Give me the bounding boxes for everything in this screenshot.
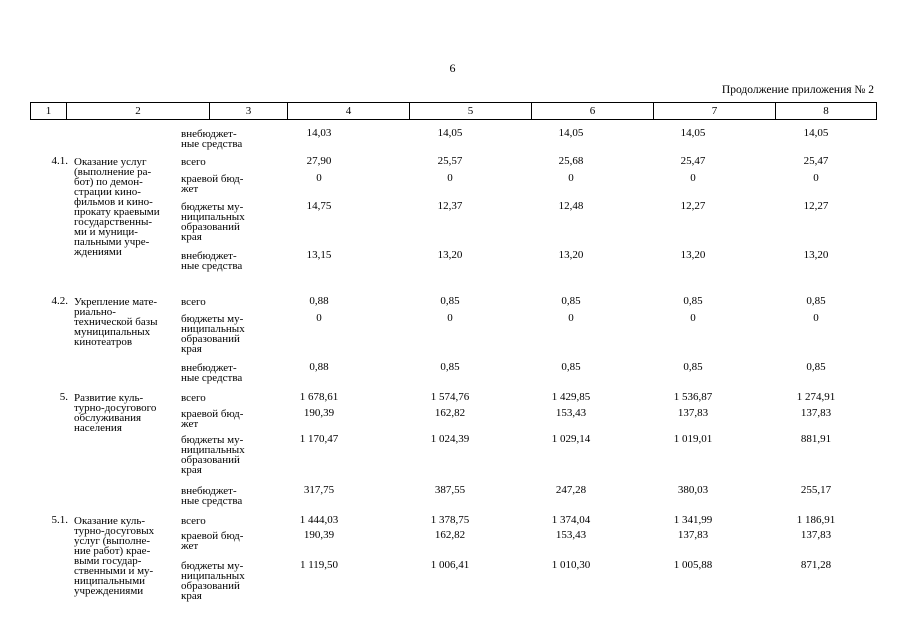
value-cell: 162,82 xyxy=(434,529,466,541)
value-cell: 13,20 xyxy=(803,249,829,261)
column-number-header xyxy=(30,102,877,120)
funding-source: бюджеты му- ниципальных образований края xyxy=(181,434,245,476)
value-cell: 255,17 xyxy=(800,484,832,496)
value-cell: 0 xyxy=(316,312,322,324)
value-cell: 1 374,04 xyxy=(551,514,591,526)
column-number: 4 xyxy=(288,103,410,120)
value-cell: 162,82 xyxy=(434,407,466,419)
value-cell: 12,27 xyxy=(803,200,829,212)
value-cell: 1 429,85 xyxy=(551,391,591,403)
value-cell: 1 574,76 xyxy=(430,391,470,403)
value-cell: 0,88 xyxy=(309,295,329,307)
value-cell: 14,05 xyxy=(437,127,463,139)
value-cell: 0,85 xyxy=(440,295,460,307)
value-cell: 153,43 xyxy=(555,529,587,541)
value-cell: 0 xyxy=(316,172,322,184)
value-cell: 0 xyxy=(568,312,574,324)
row-title: Развитие куль- турно-досугового обслуживания населения xyxy=(74,392,157,434)
column-number: 5 xyxy=(410,103,532,120)
funding-source: всего xyxy=(181,515,206,527)
funding-source: бюджеты му- ниципальных образований края xyxy=(181,313,245,355)
value-cell: 0 xyxy=(813,312,819,324)
value-cell: 1 536,87 xyxy=(673,391,713,403)
value-cell: 190,39 xyxy=(303,407,335,419)
row-number: 5. xyxy=(59,391,68,403)
value-cell: 1 170,47 xyxy=(299,433,339,445)
column-number: 1 xyxy=(31,103,67,120)
value-cell: 27,90 xyxy=(306,155,332,167)
value-cell: 25,47 xyxy=(680,155,706,167)
value-cell: 12,48 xyxy=(558,200,584,212)
value-cell: 14,05 xyxy=(558,127,584,139)
value-cell: 0,85 xyxy=(806,295,826,307)
value-cell: 380,03 xyxy=(677,484,709,496)
value-cell: 1 005,88 xyxy=(673,559,713,571)
value-cell: 1 024,39 xyxy=(430,433,470,445)
value-cell: 1 274,91 xyxy=(796,391,836,403)
value-cell: 13,20 xyxy=(558,249,584,261)
value-cell: 137,83 xyxy=(677,407,709,419)
funding-source: краевой бюд- жет xyxy=(181,530,244,552)
value-cell: 0 xyxy=(690,172,696,184)
column-number: 6 xyxy=(532,103,654,120)
row-number: 5.1. xyxy=(51,514,68,526)
page-number: 6 xyxy=(449,61,456,75)
value-cell: 14,75 xyxy=(306,200,332,212)
funding-source: внебюджет- ные средства xyxy=(181,128,243,150)
value-cell: 1 678,61 xyxy=(299,391,339,403)
continuation-note: Продолжение приложения № 2 xyxy=(721,84,874,96)
funding-source: бюджеты му- ниципальных образований края xyxy=(181,201,245,243)
funding-source: внебюджет- ные средства xyxy=(181,250,243,272)
value-cell: 1 029,14 xyxy=(551,433,591,445)
value-cell: 0,85 xyxy=(561,295,581,307)
value-cell: 13,15 xyxy=(306,249,332,261)
funding-source: бюджеты му- ниципальных образований края xyxy=(181,560,245,602)
value-cell: 0 xyxy=(447,312,453,324)
value-cell: 0,85 xyxy=(806,361,826,373)
funding-source: краевой бюд- жет xyxy=(181,408,244,430)
value-cell: 13,20 xyxy=(437,249,463,261)
value-cell: 0,85 xyxy=(440,361,460,373)
value-cell: 190,39 xyxy=(303,529,335,541)
value-cell: 1 341,99 xyxy=(673,514,713,526)
value-cell: 1 186,91 xyxy=(796,514,836,526)
value-cell: 1 119,50 xyxy=(299,559,339,571)
value-cell: 0,85 xyxy=(683,361,703,373)
value-cell: 25,47 xyxy=(803,155,829,167)
funding-source: всего xyxy=(181,296,206,308)
funding-source: внебюджет- ные средства xyxy=(181,362,243,384)
row-title: Оказание куль- турно-досуговых услуг (выполне- ние работ) крае- выми государ- ственными и му- ниципальными учреждениями xyxy=(74,515,155,597)
column-number: 2 xyxy=(67,103,210,120)
value-cell: 0 xyxy=(813,172,819,184)
funding-source: краевой бюд- жет xyxy=(181,173,244,195)
value-cell: 0,85 xyxy=(561,361,581,373)
value-cell: 0,85 xyxy=(683,295,703,307)
column-number: 7 xyxy=(654,103,776,120)
column-number: 3 xyxy=(210,103,288,120)
value-cell: 12,27 xyxy=(680,200,706,212)
value-cell: 1 006,41 xyxy=(430,559,470,571)
value-cell: 14,03 xyxy=(306,127,332,139)
funding-source: всего xyxy=(181,392,206,404)
funding-source: внебюджет- ные средства xyxy=(181,485,243,507)
value-cell: 12,37 xyxy=(437,200,463,212)
value-cell: 25,68 xyxy=(558,155,584,167)
row-number: 4.2. xyxy=(51,295,68,307)
value-cell: 137,83 xyxy=(800,407,832,419)
row-title: Укрепление мате- риально- технической базы муниципальных кинотеатров xyxy=(74,296,158,348)
value-cell: 14,05 xyxy=(803,127,829,139)
value-cell: 137,83 xyxy=(677,529,709,541)
value-cell: 387,55 xyxy=(434,484,466,496)
row-title: Оказание услуг (выполнение ра- бот) по демон- страции кино- фильмов и кино- прокату краевыми государственны- ми и муници- пальными учре- ждениями xyxy=(74,156,160,258)
value-cell: 1 010,30 xyxy=(551,559,591,571)
value-cell: 247,28 xyxy=(555,484,587,496)
row-number: 4.1. xyxy=(51,155,68,167)
value-cell: 0 xyxy=(690,312,696,324)
value-cell: 0,88 xyxy=(309,361,329,373)
value-cell: 871,28 xyxy=(800,559,832,571)
value-cell: 1 378,75 xyxy=(430,514,470,526)
value-cell: 13,20 xyxy=(680,249,706,261)
value-cell: 0 xyxy=(568,172,574,184)
value-cell: 1 019,01 xyxy=(673,433,713,445)
value-cell: 137,83 xyxy=(800,529,832,541)
value-cell: 153,43 xyxy=(555,407,587,419)
funding-source: всего xyxy=(181,156,206,168)
value-cell: 881,91 xyxy=(800,433,832,445)
value-cell: 25,57 xyxy=(437,155,463,167)
value-cell: 1 444,03 xyxy=(299,514,339,526)
column-number: 8 xyxy=(776,103,877,120)
value-cell: 0 xyxy=(447,172,453,184)
value-cell: 14,05 xyxy=(680,127,706,139)
value-cell: 317,75 xyxy=(303,484,335,496)
